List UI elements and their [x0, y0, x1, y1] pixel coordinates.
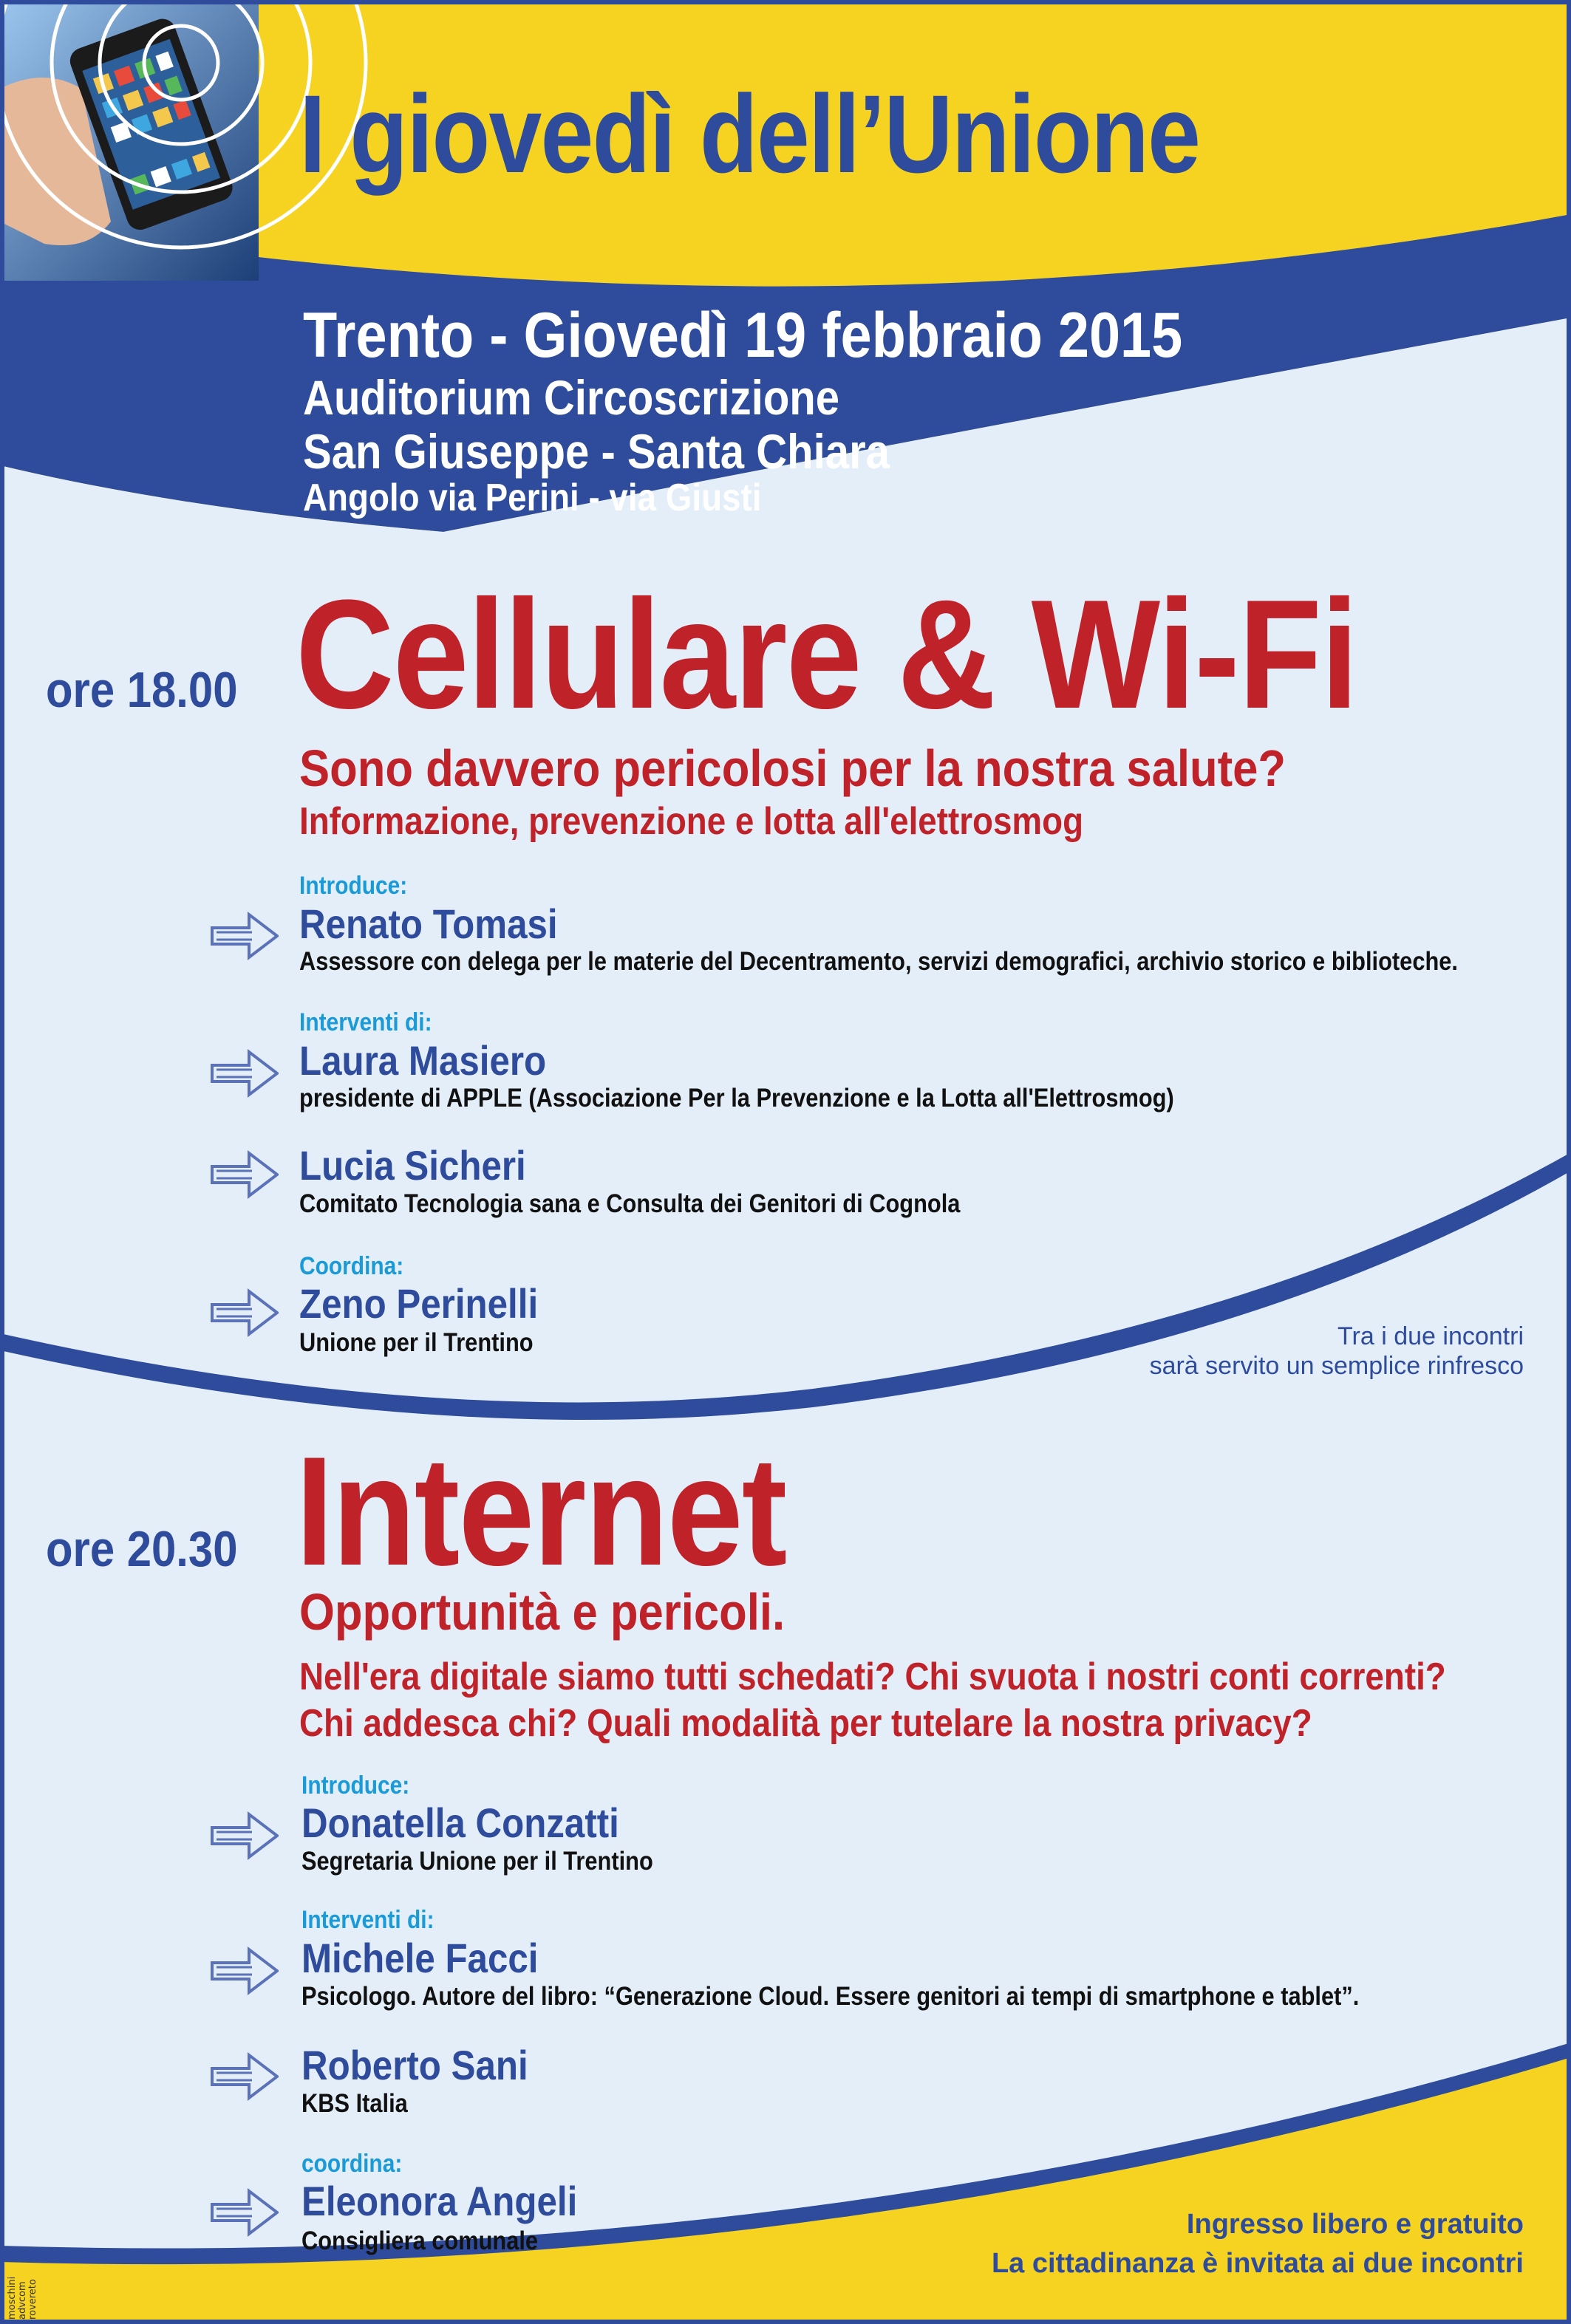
session1-tagline: Informazione, prevenzione e lotta all'elettrosmog — [299, 800, 1084, 843]
arrow-icon — [211, 1047, 279, 1099]
venue-line-1: Auditorium Circoscrizione — [303, 370, 840, 425]
session2-role-interventi: Interventi di: — [301, 1906, 435, 1934]
session2-title: Internet — [296, 1424, 786, 1598]
session1-speaker-name: Renato Tomasi — [299, 900, 558, 947]
arrow-icon — [211, 1149, 279, 1200]
session2-question-1: Nell'era digitale siamo tutti schedati? Chi svuota i nostri conti correnti? — [299, 1655, 1446, 1698]
arrow-icon — [211, 1287, 279, 1339]
session1-role-interventi: Interventi di: — [299, 1008, 432, 1036]
session2-speaker-desc: Consigliera comunale — [301, 2226, 539, 2255]
arrow-icon — [211, 1945, 279, 1997]
session2-speaker-desc: KBS Italia — [301, 2089, 408, 2118]
session2-speaker-name: Donatella Conzatti — [301, 1800, 619, 1846]
session2-role-introduce: Introduce: — [301, 1771, 410, 1800]
credit-line: rovereto — [27, 2279, 38, 2320]
session2-subtitle: Opportunità e pericoli. — [299, 1583, 786, 1641]
credit-line: advcom — [17, 2281, 28, 2320]
session1-time: ore 18.00 — [46, 662, 238, 718]
session1-speaker-desc: presidente di APPLE (Associazione Per la Prevenzione e la Lotta all'Elettrosmog) — [299, 1084, 1174, 1113]
session2-speaker-desc: Psicologo. Autore del libro: “Generazione Cloud. Essere genitori ai tempi di smartphone e tablet”. — [301, 1982, 1360, 2011]
session1-subtitle: Sono davvero pericolosi per la nostra salute? — [299, 739, 1287, 797]
break-note-line1: Tra i due incontri — [1337, 1322, 1524, 1350]
session1-speaker-name: Lucia Sicheri — [299, 1142, 526, 1189]
arrow-icon — [211, 1810, 279, 1862]
session2-speaker-desc: Segretaria Unione per il Trentino — [301, 1847, 653, 1876]
session2-question-2: Chi addesca chi? Quali modalità per tutelare la nostra privacy? — [299, 1702, 1312, 1745]
arrow-icon — [211, 2187, 279, 2238]
session2-speaker-name: Roberto Sani — [301, 2042, 528, 2088]
session2-speaker-name: Michele Facci — [301, 1935, 539, 1981]
event-date-line: Trento - Giovedì 19 febbraio 2015 — [303, 300, 1183, 371]
session1-role-coordina: Coordina: — [299, 1252, 404, 1280]
session2-time: ore 20.30 — [46, 1521, 238, 1577]
session1-speaker-name: Laura Masiero — [299, 1037, 547, 1084]
session1-speaker-name: Zeno Perinelli — [299, 1280, 539, 1327]
credit-line: moschini — [7, 2276, 18, 2320]
venue-address: Angolo via Perini - via Giusti — [303, 476, 762, 519]
session1-speaker-desc: Assessore con delega per le materie del Decentramento, servizi demografici, archivio storico e biblioteche. — [299, 947, 1458, 976]
footer-line1: Ingresso libero e gratuito — [1186, 2209, 1524, 2240]
poster-title: I giovedì dell’Unione — [299, 72, 1200, 196]
session2-speaker-name: Eleonora Angeli — [301, 2178, 578, 2224]
venue-line-2: San Giuseppe - Santa Chiara — [303, 424, 890, 479]
session1-title: Cellulare & Wi-Fi — [296, 567, 1357, 741]
session1-speaker-desc: Unione per il Trentino — [299, 1328, 534, 1357]
arrow-icon — [211, 2051, 279, 2102]
arrow-icon — [211, 910, 279, 962]
session2-role-coordina: coordina: — [301, 2150, 403, 2178]
session1-speaker-desc: Comitato Tecnologia sana e Consulta dei Genitori di Cognola — [299, 1189, 961, 1218]
session1-role-introduce: Introduce: — [299, 872, 408, 900]
break-note-line2: sarà servito un semplice rinfresco — [1149, 1352, 1524, 1380]
footer-line2: La cittadinanza è invitata ai due incontri — [991, 2248, 1524, 2279]
